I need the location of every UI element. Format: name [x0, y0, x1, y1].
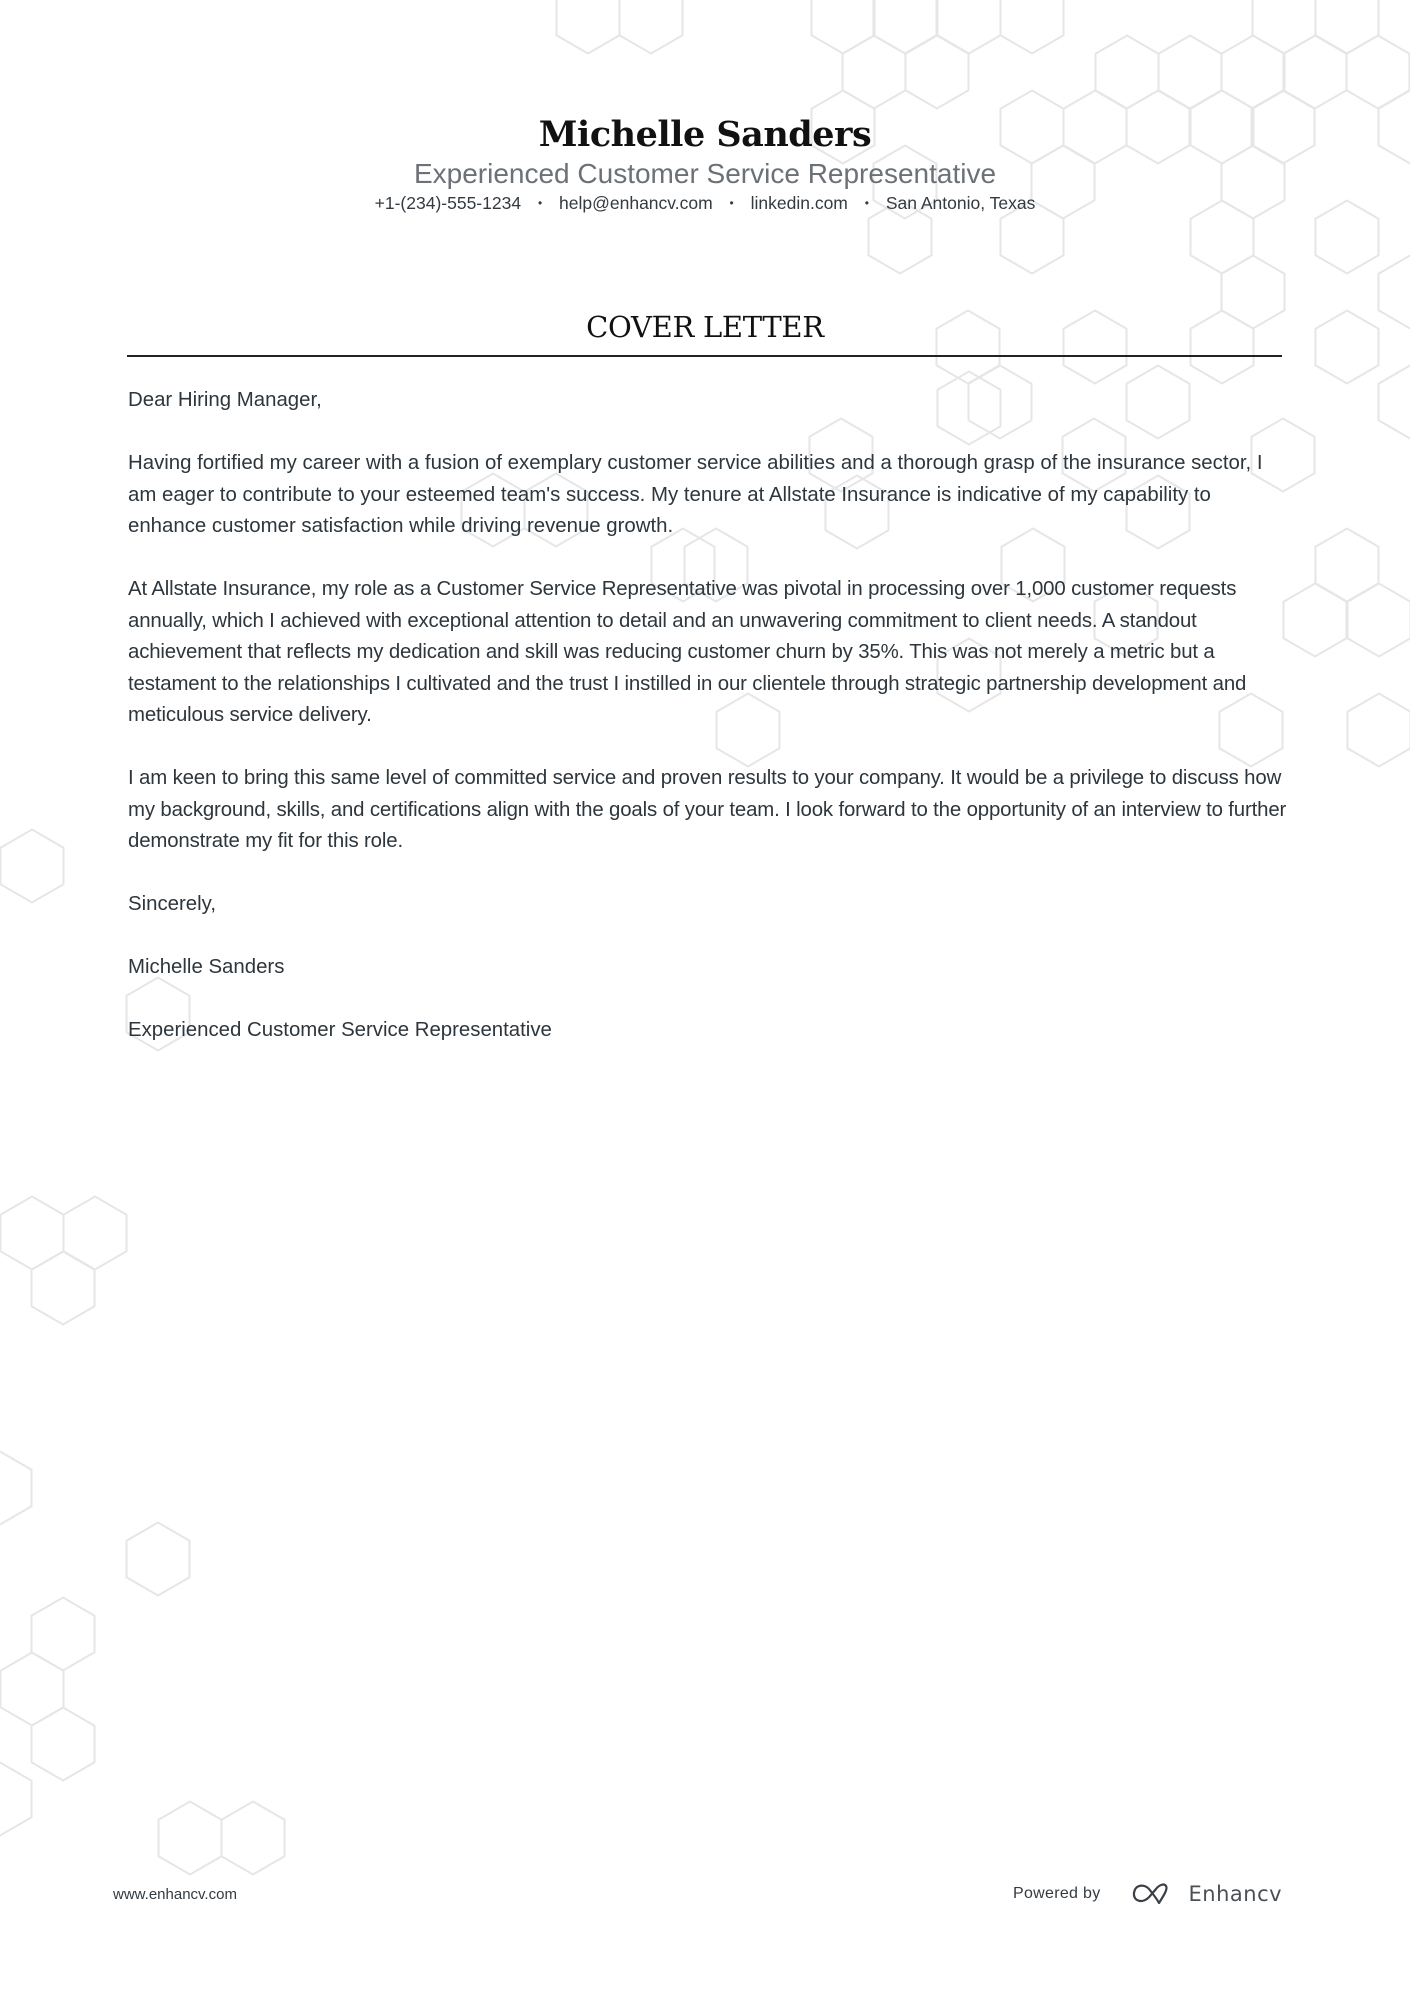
hexagon-shape [32, 1708, 95, 1781]
hexagon-shape [222, 1802, 285, 1875]
header [0, 113, 1410, 215]
hexagon-shape [1, 1653, 64, 1726]
bullet-separator: • [537, 196, 543, 210]
enhancv-logo-text[interactable]: Enhancv [1188, 1882, 1283, 1906]
hexagon-shape [1222, 36, 1285, 109]
hexagon-shape [557, 0, 620, 54]
contact-location: San Antonio, Texas [885, 193, 1036, 213]
hexagon-shape [1348, 694, 1410, 767]
hexagon-shape [1253, 0, 1316, 54]
hexagon-shape [32, 1252, 95, 1325]
bullet-separator: • [864, 196, 869, 210]
hexagon-shape [1347, 36, 1410, 109]
applicant-name: Michelle Sanders [538, 114, 872, 155]
contact-email[interactable]: help@enhancv.com [559, 193, 713, 213]
hexagon-shape [0, 1452, 32, 1525]
hexagon-shape [1316, 0, 1379, 54]
paragraph-1: Having fortified my career with a fusion of exemplary customer service abilities and a thorough grasp of the insurance sector, I am eager to contribute to your esteemed team's success. My tenure at Allstate Insurance is indicative of my capability to enhance customer satisfaction while driving revenue growth. [128, 452, 1263, 537]
footer-branding [1013, 1879, 1282, 1909]
hexagon-shape [0, 1763, 32, 1836]
hexagon-shape [1316, 529, 1379, 602]
hexagon-shape [938, 0, 1001, 54]
letter-body [128, 385, 1288, 1078]
greeting: Dear Hiring Manager, [128, 389, 322, 411]
hexagon-shape [1284, 584, 1347, 657]
hexagon-shape [812, 0, 875, 54]
hexagon-shape [843, 36, 906, 109]
hexagon-shape [1379, 366, 1410, 439]
hexagon-shape [127, 1523, 190, 1596]
contact-phone: +1-(234)-555-1234 [374, 193, 522, 213]
hexagon-shape [1284, 36, 1347, 109]
hexagon-shape [159, 1802, 222, 1875]
contact-line [0, 191, 1410, 215]
hexagon-shape [620, 0, 683, 54]
hexagon-shape [1, 830, 64, 903]
signature-title: Experienced Customer Service Representative [128, 1019, 552, 1041]
bullet-separator: • [729, 196, 734, 210]
section-divider [127, 355, 1282, 357]
closing: Sincerely, [128, 893, 217, 915]
enhancv-logo-icon [1131, 1881, 1177, 1907]
contact-linkedin[interactable]: linkedin.com [750, 193, 848, 213]
hexagon-shape [1, 1197, 64, 1270]
hexagon-shape [906, 36, 969, 109]
hexagon-shape [1001, 0, 1064, 54]
hexagon-shape [1159, 36, 1222, 109]
hexagon-shape [64, 1197, 127, 1270]
hexagon-shape [1096, 36, 1159, 109]
paragraph-2: At Allstate Insurance, my role as a Customer Service Representative was pivotal in processing over 1,000 customer requests annually, which I achieved with exceptional attention to detail and an unwavering commitment to client needs. A standout achievement that reflects my dedication and skill was reducing customer churn by 35%. This was not merely a metric but a testament to the relationships I cultivated and the trust I instilled in our clientele through strategic partnership development and meticulous service delivery. [128, 578, 1247, 726]
hexagon-shape [1348, 584, 1410, 657]
footer-website-link[interactable]: www.enhancv.com [113, 1886, 237, 1903]
paragraph-3: I am keen to bring this same level of committed service and proven results to your company. It would be a privilege to discuss how my background, skills, and certifications align with the goals of your team. I look forward to the opportunity of an interview to further demonstrate my fit for this role. [128, 767, 1287, 852]
hexagon-shape [32, 1598, 95, 1671]
signature-name: Michelle Sanders [128, 956, 285, 978]
hexagon-shape [874, 0, 937, 54]
powered-by-label: Powered by [1013, 1885, 1101, 1902]
section-title: COVER LETTER [586, 310, 824, 344]
applicant-title: Experienced Customer Service Representative [413, 158, 997, 189]
